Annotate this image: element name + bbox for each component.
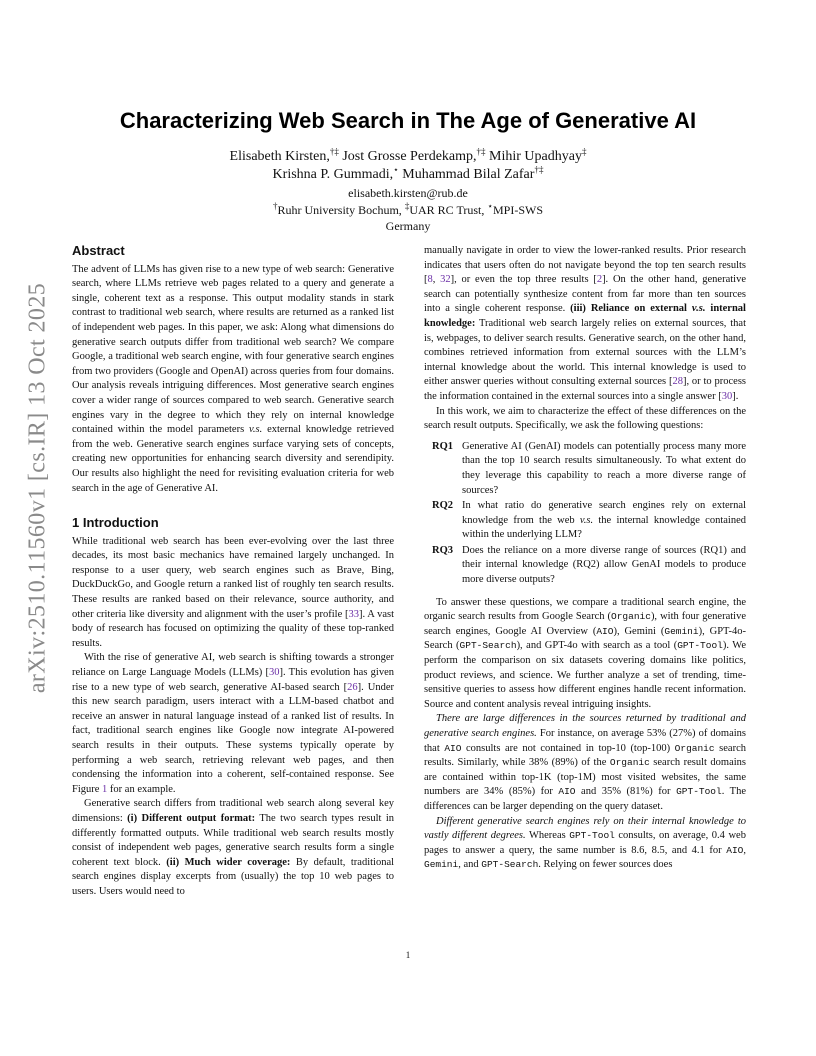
page-number: 1 (405, 950, 411, 960)
research-questions-list (432, 440, 746, 588)
research-question-label: RQ3 (432, 544, 453, 556)
arxiv-identifier (20, 282, 56, 694)
intro-paragraph-6: There are large differences in the sources returned by traditional and generative search engines. For instance, on average 53% (27%) of domains that AIO consults are not contained in top-10 (top-100) Organic search results. Similarly, while 38% (89%) of the Organic search result domains are contained within top-1K (top-1M) most visited websites, the same numbers are 34% (85%) for AIO and 35% (81%) for GPT-Tool. The differences can be larger depending on the query dataset. (424, 713, 747, 812)
abstract-body: The advent of LLMs has given rise to a new type of web search: Generative search, where LLMs retrieve web pages related to a query and generate a single, coherent text as a response. This output modality stands in stark contrast to traditional web search, where results are returned as a ranked list of independent web pages. In this paper, we ask: Along what dimensions do generative search outputs differ from traditional web search? We compare Google, a traditional web search engine, with four generative search engines from two providers (Google and OpenAI) across queries from four domains. Our analysis reveals intriguing differences. Most generative search engines cover a wider range of sources compared to web search. Generative search engines vary in the degree to which they rely on internal knowledge contained within the model parameters v.s. external knowledge retrieved from the web. Generative search engines surface varying sets of concepts, creating new opportunities for enhancing search diversity and serendipity. Our results also highlight the need for revisiting evaluation criteria for web search in the age of Generative AI. (72, 263, 394, 494)
left-column (72, 244, 394, 900)
research-question-1 (432, 440, 746, 498)
paper-title: Characterizing Web Search in The Age of Generative AI (119, 108, 697, 133)
research-question-text: Does the reliance on a more diverse range of sources (RQ1) and their internal knowledge (RQ2) allow GenAI models to produce more diverse outputs? (462, 544, 746, 586)
intro-paragraph-4: In this work, we aim to characterize the effect of these differences on the search result outputs. Specifically, we ask the following questions: (424, 405, 746, 432)
intro-paragraph-5: To answer these questions, we compare a traditional search engine, the organic search results from Google Search (Organic), with four generative search engines, Google AI Overview (AIO), Gemini (Gemini), GPT-4o-Search (GPT-Search), and GPT-4o with search as a tool (GPT-Tool). We perform the comparison on six datasets covering domains like politics, product reviews, and science. We further analyze a set of trending, time-sensitive queries to assess how different engines handle recent information. Source and content analysis reveal intriguing insights. (424, 596, 746, 710)
abstract-heading: Abstract (72, 243, 125, 258)
research-question-text: Generative AI (GenAI) models can potentially process many more than the top 10 search results simultaneously. To what extent do they leverage this capability to reach a more diverse range of sources? (462, 440, 746, 496)
intro-paragraph-7: Different generative search engines rely on their internal knowledge to vastly different degrees. Whereas GPT-Tool consults, on average, 0.4 web pages to answer a query, the same number is 8.6, 8.5, and 4.1 for AIO, Gemini, and GPT-Search. Relying on fewer sources does (424, 815, 746, 871)
research-question-2 (432, 499, 746, 543)
intro-paragraph-3-continued: manually navigate in order to view the lower-ranked results. Prior research indicates that users often do not navigate beyond the top ten search results [8, 32], or even the top three results [2]. On the other hand, generative search can potentially synthesize content from far more than ten sources into a single coherent response. (iii) Reliance on external v.s. internal knowledge: Traditional web search largely relies on external sources, that is, webpages, to deliver search results. Generative search, on the other hand, combines retrieved information from external sources with the LLM’s internal knowledge about the world. This internal knowledge is used to either answer queries without consulting external sources [28], or to process the information contained in the external sources into a single answer [30]. (424, 245, 746, 402)
author-affiliations: †Ruhr University Bochum, ‡UAR RC Trust, ⋆MPI-SWS (272, 201, 544, 217)
research-question-3 (432, 544, 746, 588)
intro-paragraph-1: While traditional web search has been ever-evolving over the last three decades, its most basic mechanics have remained largely unchanged. In response to a user query, web search engines such as Brave, Bing, DuckDuckGo, and Google return a ranked list of roughly ten search results. These results are ranked based on their relevance, source authority, and other criteria like diversity and alignment with the user’s profile [33]. A vast body of research has focused on optimizing the quality of these top-ranked results. (72, 535, 394, 649)
research-question-text: In what ratio do generative search engines rely on external knowledge from the web v.s. the internal knowledge contained within the underlying LLM? (462, 500, 746, 541)
author-country: Germany (385, 219, 431, 233)
arxiv-identifier-text: arXiv:2510.11560v1 [cs.IR] 13 Oct 2025 (24, 282, 51, 694)
author-line-1: Elisabeth Kirsten,†‡ Jost Grosse Perdekamp,†‡ Mihir Upadhyay‡ (229, 146, 587, 164)
author-line-2: Krishna P. Gummadi,⋆ Muhammad Bilal Zafar†‡ (272, 164, 544, 182)
author-email: elisabeth.kirsten@rub.de (348, 186, 468, 200)
intro-paragraph-3: Generative search differs from traditional web search along several key dimensions: (i) Different output format: The two search types result in differently formatted outputs. While traditional web search results mostly consist of independent web pages, generative search results form a single coherent text block. (ii) Much wider coverage: By default, traditional search engines display excerpts from (usually) the top 10 web pages to users. Users would need to (72, 798, 395, 897)
research-question-label: RQ2 (432, 500, 453, 512)
research-question-label: RQ1 (432, 440, 453, 452)
introduction-heading: 1 Introduction (72, 515, 159, 531)
intro-paragraph-2: With the rise of generative AI, web search is shifting towards a stronger reliance on Large Language Models (LLMs) [30]. This evolution has given rise to a new type of web search, generative AI-based search [26]. Under this new search paradigm, users interact with a LLM-based chatbot and receive an answer in natural language instead of a ranked list of results. In fact, traditional search engines like Google now integrate AI-powered search results in their outputs. These systems typically operate by performing a web search, retrieving relevant web pages, and then condensing the information into a coherent, self-contained response. See Figure 1 for an example. (72, 652, 394, 795)
right-column (424, 244, 746, 873)
